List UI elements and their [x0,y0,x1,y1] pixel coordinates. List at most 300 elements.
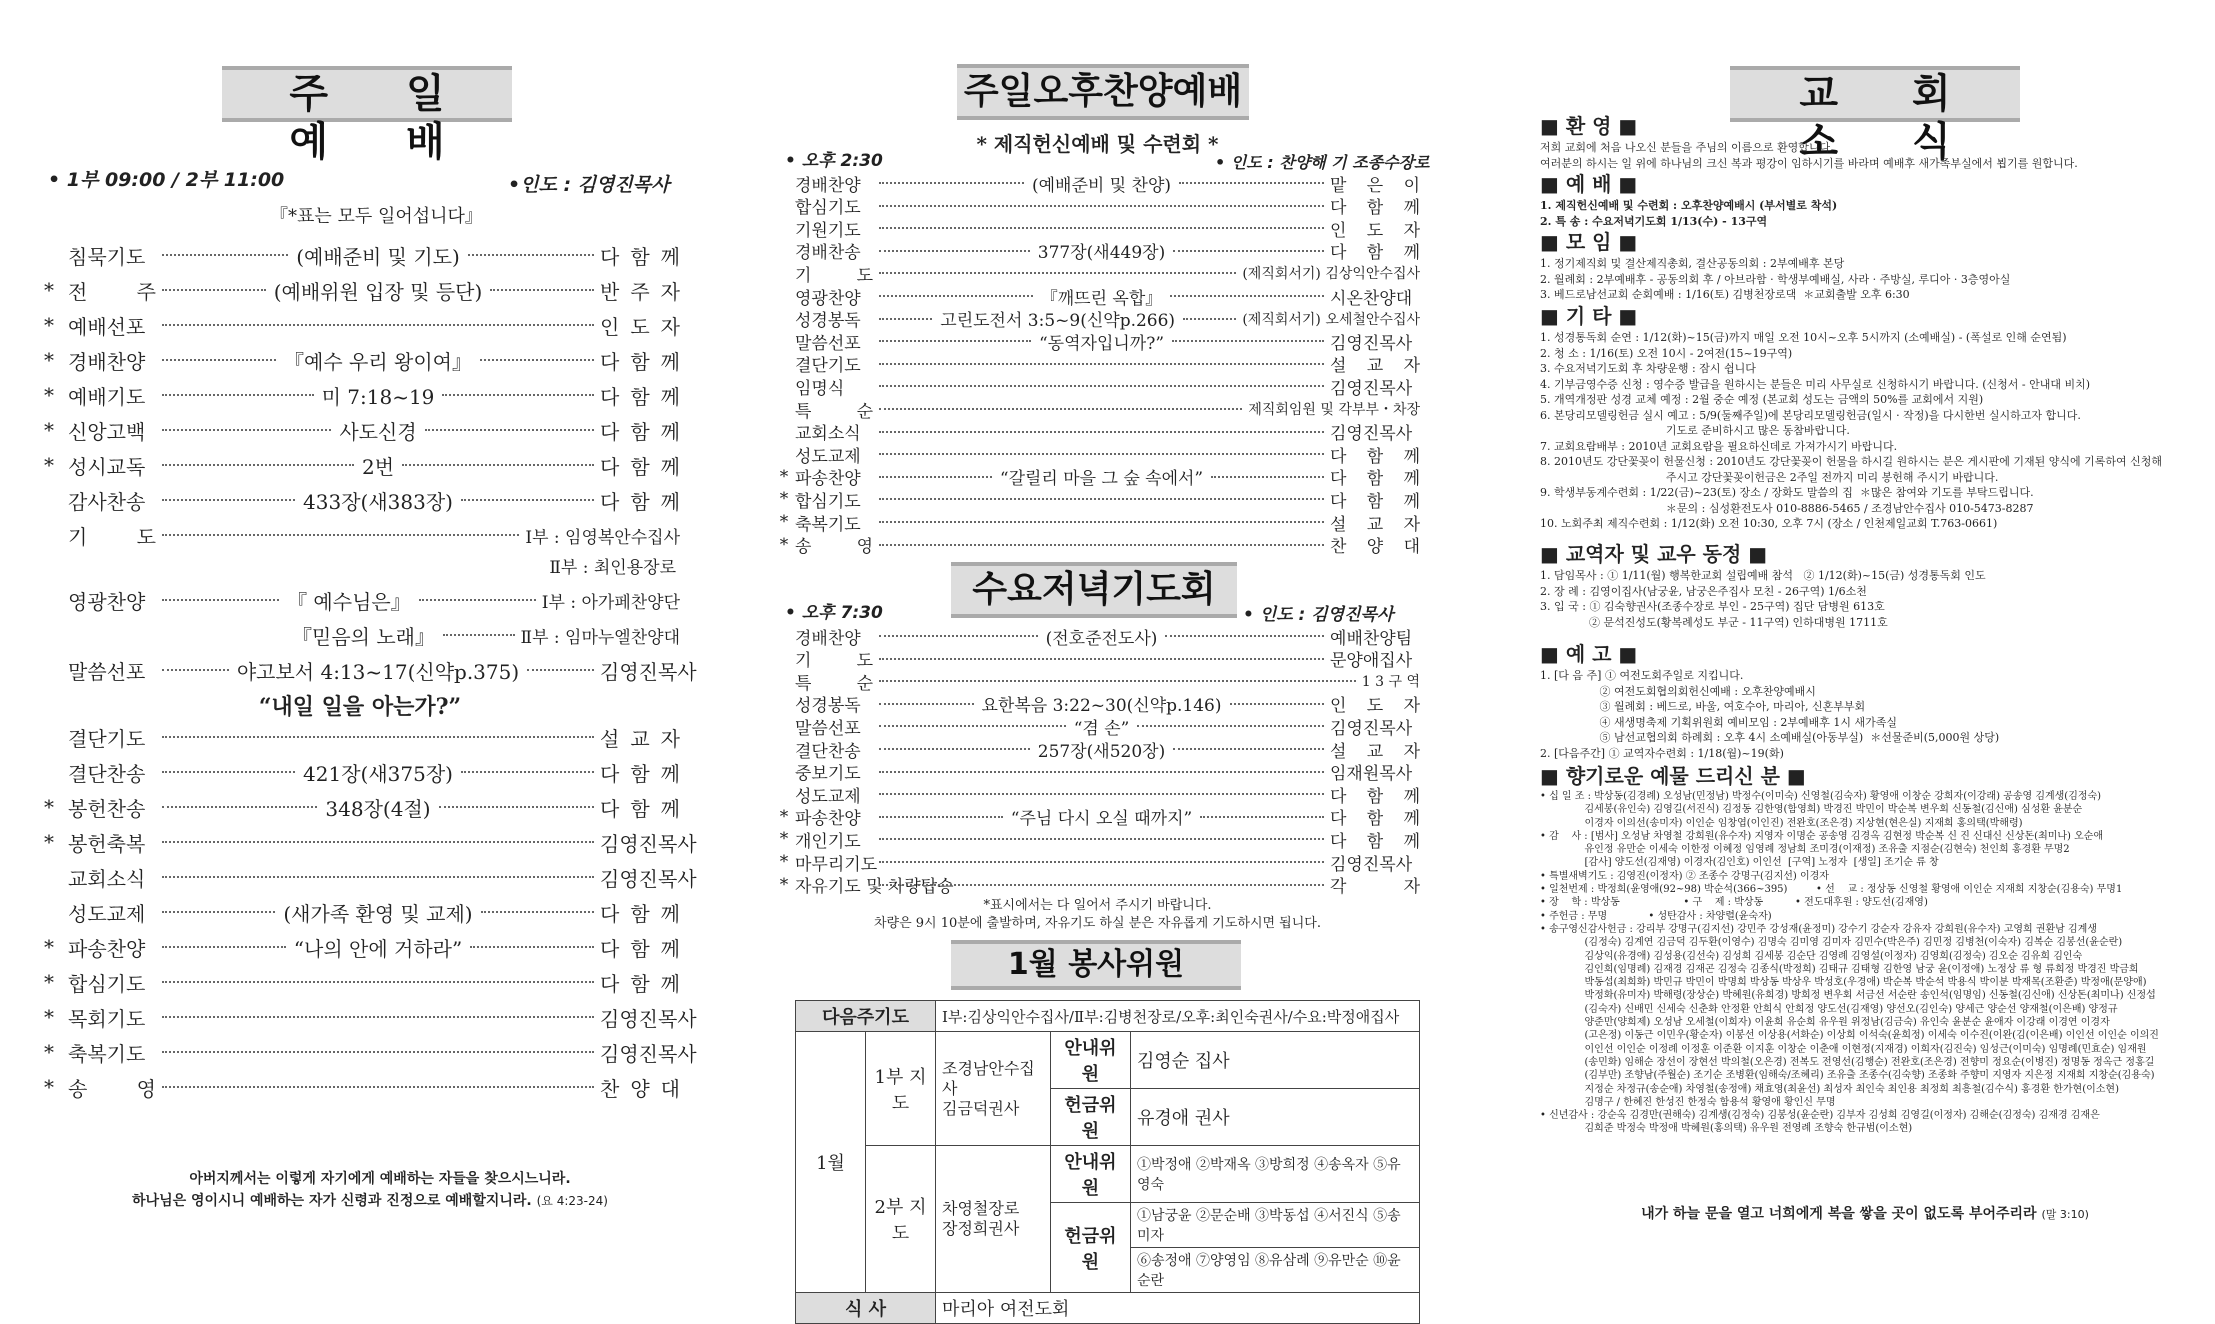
stand-marker: * [44,348,54,372]
order-row [775,308,1420,330]
news-line: 박동섭(최희화) 박민규 박민이 박명희 박상동 박상우 박성호(우경애) 박순복 박순석 박용식 박이분 박재목(조환준) 박정애(문양애) [1540,977,2147,989]
part2-offer-label: 헌금위원 [1051,1203,1131,1293]
order-row [775,172,1420,194]
order-item-person: 김영진목사 [1330,378,1413,399]
news-footer-verse: 내가 하늘 문을 열고 너희에게 복을 쌓을 곳이 없도록 부어주리라 (말 3:10) [1641,1206,2089,1222]
order-item-person: 임재원목사 [1330,764,1413,785]
order-item-content: 2번 [361,454,395,479]
order-row [775,715,1420,737]
order-row [40,343,680,377]
order-item-name: 결단기도 [795,356,861,377]
order-item-person: 다 함 께 [600,489,681,514]
order-item-name: 개인기도 [795,831,861,852]
stand-marker: * [779,829,789,850]
order-item-person: 각 자 [1330,877,1420,898]
month-cell: 1월 [796,1032,866,1293]
order-item-content: “갈릴리 마을 그 숲 속에서” [999,469,1204,490]
stand-marker: * [44,1040,54,1064]
order-row [775,625,1420,647]
order-row [775,783,1420,805]
order-item-content: (예배위원 입장 및 등단) [273,279,483,304]
order-item-name: 봉헌찬송 [68,796,146,821]
order-item-person: 예배찬양팀 [1330,628,1413,649]
order-row [775,874,1420,896]
etc-text [1540,330,2190,532]
order-item-name: 성도교제 [68,901,146,926]
order-item-person: 인 도 자 [600,314,680,339]
news-line: 5. 개역개정판 성경 교체 예정 : 2월 중순 예정 (본교회 성도는 금액의 50%를 교회에서 지원) [1540,393,1984,406]
order-item-content: “겸 손” [1073,718,1130,739]
order-item-person: 다 함 께 [1330,243,1420,264]
news-line: • 일천번제 : 박정희(윤영애(92~98) 박순석(366~395) • 선 교 : 정상동 신영철 황영애 이인순 지재희 지창순(김용숙) 무명1 [1540,884,2123,896]
order-item-name: 기 도 [795,265,873,286]
gift-text [1540,790,2190,1136]
news-line: 2. 특 송 : 수요저녁기도회 1/13(수) - 13구역 [1540,214,1768,228]
order-row [40,518,680,552]
afternoon-time: • 오후 2:30 [785,151,883,171]
order-item-person: 설 교 자 [1330,514,1420,535]
order-item-person: 인 도 자 [1330,220,1420,241]
standing-note: 『*표는 모두 일어섭니다』 [270,206,483,227]
order-row [40,790,680,824]
news-line: 저희 교회에 처음 나오신 분들을 주님의 이름으로 환영합니다. [1540,141,1834,154]
order-row [40,965,680,999]
order-row [40,308,680,342]
service-time: • 1부 09:00 / 2부 11:00 [48,169,285,191]
part2-cell: 2부 지도 [866,1146,936,1293]
stand-marker: * [779,489,789,510]
order-row [775,421,1420,443]
order-item-name: 특 순 [795,673,873,694]
order-row [40,448,680,482]
order-item-name: 교회소식 [68,866,146,891]
order-item-name: 성도교제 [795,786,861,807]
order-item-person: 김영진목사 [600,866,697,891]
stand-marker: * [44,453,54,477]
wednesday-prayer-title: 수요저녁기도회 [951,562,1237,618]
order-item-name: 기원기도 [795,220,861,241]
order-item-content: 『예수 우리 왕이여』 [284,349,472,374]
next-week-label: 다음주기도 [796,1001,936,1032]
news-line: (송민화) 임해순 장선이 장현선 박의철(오은경) 전복도 전영선(김행순) 전완호(조은경) 전향미 정요순(이병진) 정명동 정옥근 정홍길 [1540,1056,2155,1068]
order-item-name: 경배찬양 [795,628,861,649]
order-item-person: 인 도 자 [1330,696,1420,717]
order-row [775,330,1420,352]
worship-leader: •인도 : 김영진목사 [508,174,670,196]
news-line: [감사] 양도선(김재영) 이경자(김인호) 이인선 [구역] 노정자 [생일] 조기순 류 창 [1540,857,1939,869]
order-item-name: 결단찬송 [68,761,146,786]
news-line: 9. 학생부동계수련회 : 1/22(금)~23(토) 장소 / 장화도 말씀의 집 ＊많은 참여와 기도를 부탁드립니다. [1540,486,2034,499]
news-line: ⑤ 남선교협의회 하례회 : 오후 4시 소예배실(아동부실) ＊선물준비(5,000원 상당) [1540,731,2000,744]
notice-text [1540,668,2190,761]
order-item-person: 다 함 께 [600,454,681,479]
order-item-name: 교회소식 [795,424,861,445]
order-item-person: 다 함 께 [600,349,680,374]
order-item-name: 파송찬양 [795,469,861,490]
order-item-content: 348장(4절) [325,796,431,821]
order-item-person: 다 함 께 [1330,491,1420,512]
order-row [775,851,1420,873]
order-item-person: 다 함 께 [600,419,680,444]
news-line: • 감 사 : [범사] 오성남 차영철 강희원(유수자) 지영자 이명순 공송영 김경옥 김현정 박순복 신 진 신대신 신상돈(최미나) 오순애 [1540,830,2104,842]
order-item-person: 제직회임원 및 각부부・차장 [1248,402,1420,418]
order-item-content: 사도신경 [339,419,417,444]
order-row [40,238,680,272]
meeting-text [1540,256,2190,303]
afternoon-subtitle: * 제직헌신예배 및 수련회 * [976,132,1219,156]
order-item-person: 설 교 자 [1330,741,1420,762]
order-item-person: 맡 은 이 [1330,175,1420,196]
vehicle-note: 차량은 9시 10분에 출발하며, 자유기도 하실 분은 자유롭게 기도하시면 됩니다. [873,916,1321,931]
order-row [40,720,680,754]
stand-marker: * [44,795,54,819]
sermon-row: 말씀선포 야고보서 4:13~17(신약p.375) 김영진목사 [68,659,697,684]
news-line: 김명구 / 한혜진 한성진 한정숙 함용석 황영애 황인신 무명 [1540,1096,1836,1108]
order-item-name: 신앙고백 [68,419,146,444]
order-row [775,240,1420,262]
order-item-person: 김영진목사 [1330,333,1413,354]
order-item-person: 다 함 께 [1330,469,1420,490]
news-line: 1. 정기제직회 및 결산제직총회, 결산공동의회 : 2부예배후 본당 [1540,257,1845,270]
stand-marker: * [779,534,789,555]
news-line: 8. 2010년도 강단꽃꽂이 헌물신청 : 2010년도 강단꽃꽂이 헌물을 하시길 원하시는 분은 게시판에 기재된 양식에 기록하여 신청해 [1540,455,2163,468]
order-item-content: (전호준전도사) [1045,628,1158,649]
news-line: (김부만) 조향남(주월순) 조기순 조병환(임해숙/조혜리) 조유출 조종수(김숙향) 조종화 주향미 지영자 지은정 지재희 지창순(김용숙) [1540,1070,2155,1082]
news-line: ② 문석진성도(황복례성도 부군 - 11구역) 인하대병원 1711호 [1540,615,1888,629]
news-line: 여러분의 하시는 일 위에 하나님의 크신 복과 평강이 임하시기를 바라며 예배후 새가족부실에서 뵙기를 원합니다. [1540,156,2078,170]
afternoon-leader: • 인도 : 찬양해 기 조종수장로 [1215,153,1430,172]
news-line: 김세봉(유인숙) 김영길(서진식) 김정동 김한영(함영희) 박경진 박민이 박순복 변우회 신동철(김신애) 심성환 윤분순 [1540,804,2083,816]
news-line: 김희준 박정숙 박정애 박혜원(홍의택) 유우원 전영례 조향숙 한규범(이소현) [1540,1123,1913,1135]
news-line: • 송구영신감사헌금 : 강리부 강명구(김지선) 강민주 강성재(윤정미) 강수기 강순자 강유자 강희원(유수자) 고영희 권환남 김계생 [1540,923,2097,935]
news-line: 3. 수요저녁기도회 후 차량운행 : 잠시 쉽니다 [1540,362,1756,375]
order-row [40,755,680,789]
order-item-person: 김영진목사 [1330,424,1413,445]
order-item-person: 김영진목사 [1330,854,1413,875]
order-row [775,217,1420,239]
news-heading: ■ 교역자 및 교우 동정 ■ [1540,542,1768,566]
order-item-content: “주님 다시 오실 때까지” [1010,809,1193,830]
welcome-heading: ■ 환 영 ■ [1540,114,1638,138]
order-item-name: 축복기도 [795,514,861,535]
order-item-person: Ⅰ부 : 임영복안수집사 [525,527,680,548]
order-row [40,860,697,894]
worship-heading: ■ 예 배 ■ [1540,172,1638,196]
order-row [775,648,1420,670]
stand-marker: * [779,874,789,895]
order-item-person: (제직회서기) 오세철안수집사 [1242,311,1421,328]
news-line: (김숙자) 신배민 신세숙 신춘화 안정환 안희식 안희정 양도선(김재영) 양선오(김인숙) 양세근 양순선 양재철(이은배) 양정규 [1540,1003,2118,1015]
news-line: 2. 장 례 : 김영이집사(남궁윤, 남궁은주집사 모친 - 26구역) 1/6소천 [1540,584,1867,598]
order-item-name: 예배선포 [68,314,146,339]
order-item-person: 설 교 자 [1330,356,1420,377]
part2-guide: ①박정애 ②박재옥 ③방희정 ④송옥자 ⑤유영숙 [1131,1146,1420,1203]
news-line: ③ 월례회 : 베드로, 바울, 여호수아, 마리아, 신혼부부회 [1540,700,1866,713]
news-line: 김상익(유경애) 김성용(김선숙) 김성희 김세봉 김순단 김영례 김영설(이정자) 김영희(김정숙) 김오순 김유희 김인숙 [1540,950,2083,962]
order-item-person: 다 함 께 [600,936,680,961]
order-item-name: 성경봉독 [795,696,861,717]
church-news-column [1540,0,2190,1240]
stand-marker: * [779,466,789,487]
order-item-content: 고린도전서 3:5~9(신약p.266) [940,311,1176,332]
news-line: ④ 새생명축제 기획위원회 예비모임 : 2부예배후 1시 새가족실 [1540,715,1898,729]
part1-guide-label: 안내위원 [1051,1032,1131,1089]
order-row [775,262,1420,284]
order-item-person: 김영진목사 [600,1006,697,1031]
news-line: • 특별새벽기도 : 김영진(이정자) ② 조종수 강명구(김지선) 이경자 [1540,870,1829,882]
order-item-name: 전 주 [68,279,156,304]
order-row [775,353,1420,375]
order-item-content: 257장(새520장) [1037,741,1166,762]
order-item-name: 합심기도 [795,198,861,219]
standing-note-2: *표시에서는 다 일어서 주시기 바랍니다. [983,898,1212,913]
meal-label: 식 사 [796,1293,936,1324]
news-line: 이인선 이인순 이정례 이정훈 이준환 이지훈 이창순 이춘애 이현정(지재경) 이희자(김진숙) 임성근(이미숙) 임명례(민효순) 임재원 [1540,1043,2147,1055]
stand-marker: * [44,278,54,302]
news-line: 3. 입 국 : ① 김숙향권사(조종수장로 부인 - 25구역) 집단 담병원 613호 [1540,600,1885,613]
news-line: 7. 교회요람배부 : 2010년 교회요람을 필요하신데로 가져가시기 바랍니다. [1540,439,1898,453]
news-line: ＊문의 : 심성환전도사 010-8886-5465 / 조경남안수집사 010-5473-8287 [1540,501,2034,515]
meal-value: 마리아 여전도회 [936,1293,1420,1324]
order-row [40,413,680,447]
order-row [40,1000,697,1034]
stand-marker: * [44,313,54,337]
order-row [775,398,1420,420]
order-item-content: (새가족 환영 및 교제) [283,901,473,926]
order-row [775,466,1420,488]
news-line: 4. 기부금영수증 신청 : 영수증 발급을 원하시는 분들은 미리 사무실로 신청하시기 바랍니다. (신청서 - 안내대 비치) [1540,377,2090,391]
order-item-person: 찬 양 대 [600,1076,680,1101]
order-item-person: 다 함 께 [600,244,680,269]
order-item-content: 433장(새383장) [303,489,453,514]
order-item-person: 김영진목사 [600,1041,697,1066]
news-line: 기도로 준비하시고 많은 동참바랍니다. [1540,424,1850,437]
order-item-name: 송 영 [68,1076,156,1101]
order-row [40,895,680,929]
order-row [775,806,1420,828]
order-item-person: 김영진목사 [1330,718,1413,739]
volunteer-table [795,1000,1420,1324]
stand-marker: * [44,1005,54,1029]
order-item-name: 특 순 [795,401,873,422]
news-line: ② 여전도회협의회헌신예배 : 오후찬양예배시 [1540,684,1816,698]
order-row [40,483,680,517]
order-item-name: 송 영 [795,537,873,558]
order-item-person: 다 함 께 [600,971,680,996]
news-line: 1. 담임목사 : ① 1/11(월) 행복한교회 설립예배 참석 ② 1/12(화)~15(금) 성경통독회 인도 [1540,569,1986,582]
order-item-content: 『깨뜨린 옥합』 [1040,288,1163,309]
order-item-person: (제직회서기) 김상익안수집사 [1242,266,1420,283]
order-row [775,693,1420,715]
part2-leaders: 차영철장로 장정희권사 [936,1146,1051,1293]
part1-cell: 1부 지도 [866,1032,936,1146]
footer-verse-1: 아버지께서는 이렇게 자기에게 예배하는 자들을 찾으시느니라. [189,1171,571,1187]
news-line: 이경자 이의선(송미자) 이인순 임창엽(이인진) 전완호(조은경) 지상현(현은실) 지재희 홍의택(박해령) [1540,817,2023,829]
order-row [40,1035,697,1069]
part1-offer: 유경애 권사 [1131,1089,1420,1146]
order-item-name: 합심기도 [795,491,861,512]
news-line: (김정숙) 김계연 김금덕 김두환(이영수) 김명숙 김미영 김미자 김민수(박은주) 김민정 김병천(이숙자) 김복순 김봉선(윤순란) [1540,937,2123,949]
order-row [40,1070,680,1104]
afternoon-worship-column [775,0,1430,1320]
news-line: 3. 베드로남선교회 순회예배 : 1/16(토) 김병천장로댁 ＊교회출발 오후 6:30 [1540,288,1910,301]
order-item-content: 377장(새449장) [1037,243,1166,264]
stand-marker: * [44,383,54,407]
news-line: • 주헌금 : 무명 • 성탄감사 : 차양렬(윤숙자) [1540,910,1772,922]
order-item-person: 반 주 자 [600,279,680,304]
order-item-person: 다 함 께 [600,796,680,821]
stand-marker: * [779,512,789,532]
footer-verse-2: 하나님은 영이시니 예배하는 자가 신령과 진정으로 예배할지니라. (요 4:23-24) [132,1193,608,1209]
news-line: • 장 학 : 박상동 • 구 제 : 박상동 • 전도대후원 : 양도선(김재영) [1540,897,1928,909]
order-item-content: (예배준비 및 찬양) [1031,175,1172,196]
order-item-content: “동역자입니까?” [1038,333,1165,354]
order-item-name: 성경봉독 [795,311,861,332]
prayer-part2: Ⅱ부 : 최인용장로 [549,557,676,578]
order-row [775,670,1420,692]
order-item-person: 다 함 께 [1330,831,1420,852]
glory-praise-row-1: 영광찬양 『 예수님은』 Ⅰ부 : 아가페찬양단 [68,589,681,614]
order-item-name: 자유기도 및 차량탑승 [795,877,954,898]
stand-marker: * [779,852,789,872]
worship-text [1540,198,2190,229]
news-line: 1. [다 음 주] ① 여전도회주일로 지킵니다. [1540,669,1744,682]
news-line: 6. 본당리모델링헌금 실시 예고 : 5/9(둘째주일)에 본당리모델링헌금(일시 · 작정)을 다시한번 실시하고자 합니다. [1540,408,2081,422]
news-line: 유인정 유만순 이세숙 이한정 이혜정 임영례 정남희 조미경(이재정) 조유출 지점순(김현숙) 천인희 홍경환 무명2 [1540,844,2070,856]
news-line: 1. 제직헌신예배 및 수련회 : 오후찬양예배시 (부서별로 착석) [1540,199,1838,212]
order-item-name: 감사찬송 [68,489,146,514]
order-item-person: 다 함 께 [1330,198,1420,219]
news-line: 2. 청 소 : 1/16(토) 오전 10시 - 2여전(15~19구역) [1540,346,1793,360]
order-row [775,511,1420,533]
news-line: 10. 노회주최 제직수련회 : 1/12(화) 오전 10:30, 오후 7시 (장소 / 인천제일교회 T.763-0661) [1540,517,1998,530]
news-line: • 신년감사 : 강순옥 김경만(권해숙) 김계생(김정숙) 김봉성(윤순란) 김부자 김성희 김영길(이정자) 김해순(김정숙) 김재경 김재은 [1540,1110,2100,1122]
part1-leaders: 조경남안수집사 김금덕권사 [936,1032,1051,1146]
order-item-name: 경배찬송 [795,243,861,264]
part1-guide: 김영순 집사 [1131,1032,1420,1089]
order-row [775,828,1420,850]
sermon-title: “내일 일을 아는가?” [258,694,462,720]
order-item-name: 결단찬송 [795,741,861,762]
stand-marker: * [44,1075,54,1099]
news-line: 박정화(유미자) 박해령(장상순) 박혜원(유희경) 방희정 변우회 서금선 서순란 송인석(임명임) 신동철(김신애) 신상돈(최미나) 신정섭 [1540,990,2156,1002]
gift-heading: ■ 향기로운 예물 드리신 분 ■ [1540,764,1806,788]
news-line: 1. 성경통독회 순연 : 1/12(화)~15(금)까지 매일 오전 10시~오후 5시까지 (소예배실) - (폭설로 인해 순연됨) [1540,331,2067,344]
wednesday-time: • 오후 7:30 [785,603,883,623]
order-item-content: 미 7:18~19 [321,384,435,409]
next-week-value: Ⅰ부:김상익안수집사/Ⅱ부:김병천장로/오후:최인숙권사/수요:박정애집사 [936,1001,1420,1032]
news-line: 김인희(임명례) 김재경 김재곤 김정숙 김종식(박정희) 김태규 김태형 김한영 남궁 윤(이정애) 노정상 류 형 류희정 박경진 박금희 [1540,963,2139,975]
stand-marker: * [44,418,54,442]
part2-offer-2: ⑥송정애 ⑦양영임 ⑧유삼례 ⑨유만순 ⑩윤순란 [1131,1248,1420,1293]
order-item-name: 침묵기도 [68,244,146,269]
order-item-name: 성시교독 [68,454,146,479]
welcome-text [1540,140,2190,171]
volunteer-title: 1월 봉사위원 [951,940,1241,990]
order-item-person: 다 함 께 [1330,809,1420,830]
order-item-name: 결단기도 [68,726,146,751]
order-item-person: 김영진목사 [600,831,697,856]
order-item-name: 마무리기도 [795,854,878,875]
order-item-person: 문양애집사 [1330,651,1413,672]
order-item-name: 말씀선포 [795,718,861,739]
order-item-name: 중보기도 [795,764,861,785]
news-line: 주시고 강단꽃꽂이헌금은 2주일 전까지 미리 봉헌해 주시기 바랍니다. [1540,470,1999,484]
order-row [40,378,680,412]
order-row [40,273,680,307]
stand-marker: * [44,830,54,854]
order-row [775,761,1420,783]
order-item-name: 경배찬양 [68,349,146,374]
part2-offer-1: ①남궁윤 ②문순배 ③박동섭 ④서진식 ⑤송미자 [1131,1203,1420,1248]
order-item-name: 말씀선포 [795,333,861,354]
order-item-name: 임명식 [795,378,845,399]
news-line: 지정순 차정규(송순애) 차영철(송정애) 채효영(최윤선) 최성자 최인숙 최인용 최정희 최흥철(김수식) 홍경환 한가현(이소현) [1540,1083,2119,1095]
order-item-person: 다 함 께 [1330,786,1420,807]
order-item-name: 합심기도 [68,971,146,996]
meeting-heading: ■ 모 임 ■ [1540,230,1638,254]
order-item-content: (예배준비 및 기도) [296,244,460,269]
order-item-person: 다 함 께 [1330,446,1420,467]
order-row [775,488,1420,510]
church-news-title: 교 회 소 식 [1730,66,2020,122]
news-line: 2. 월례회 : 2부예배후 - 공동의회 후 / 아브라함 · 학생부예배실, 사라 · 주방실, 루디아 · 3층영아실 [1540,272,2011,286]
order-item-name: 기 도 [795,651,873,672]
order-item-name: 목회기도 [68,1006,146,1031]
order-item-name: 봉헌축복 [68,831,146,856]
order-row [40,930,680,964]
news-line: 양준만(양희제) 오성남 오세철(이희자) 이윤희 유순희 유우원 위정남(김금숙) 유인숙 윤분순 윤애자 이강래 이경연 이경자 [1540,1017,2110,1029]
order-item-content: “나의 안에 거하라” [293,936,463,961]
order-item-person: 다 함 께 [600,901,680,926]
order-item-person: 1 3 구 역 [1361,674,1420,691]
order-row [775,534,1420,556]
news-line: 2. [다음주간] ① 교역자수련회 : 1/18(월)~19(화) [1540,746,1784,760]
order-item-person: 다 함 께 [600,384,681,409]
order-item-name: 파송찬양 [795,809,861,830]
stand-marker: * [44,935,54,959]
order-item-name: 파송찬양 [68,936,146,961]
order-row [775,738,1420,760]
order-row [775,443,1420,465]
notice-heading: ■ 예 고 ■ [1540,642,1638,666]
stand-marker: * [44,970,54,994]
sunday-worship-title: 주 일 예 배 [222,66,512,122]
order-item-name: 기 도 [68,524,156,549]
part2-guide-label: 안내위원 [1051,1146,1131,1203]
order-item-person: 시온찬양대 [1330,288,1413,309]
etc-heading: ■ 기 타 ■ [1540,304,1638,328]
order-item-person: 다 함 께 [600,761,681,786]
news-line: • 십 일 조 : 박상동(김경례) 오성남(민정남) 박정수(이미숙) 신영철(김숙자) 황영애 이창순 강희자(이강래) 공송영 김계생(김정숙) [1540,791,2102,802]
order-row [775,285,1420,307]
order-item-person: 찬 양 대 [1330,537,1420,558]
sunday-worship-column [40,0,697,1240]
order-item-person: 설 교 자 [600,726,680,751]
afternoon-worship-title: 주일오후찬양예배 [957,64,1249,120]
order-row [40,825,697,859]
news-text [1540,568,2190,630]
order-row [775,195,1420,217]
glory-praise-row-2: 『믿음의 노래』 Ⅱ부 : 임마누엘찬양대 [292,624,680,649]
part1-offer-label: 헌금위원 [1051,1089,1131,1146]
stand-marker: * [779,806,789,827]
order-item-name: 예배기도 [68,384,146,409]
order-item-name: 축복기도 [68,1041,146,1066]
order-item-name: 영광찬양 [795,288,861,309]
order-item-content: 421장(새375장) [303,761,453,786]
order-item-name: 성도교제 [795,446,861,467]
